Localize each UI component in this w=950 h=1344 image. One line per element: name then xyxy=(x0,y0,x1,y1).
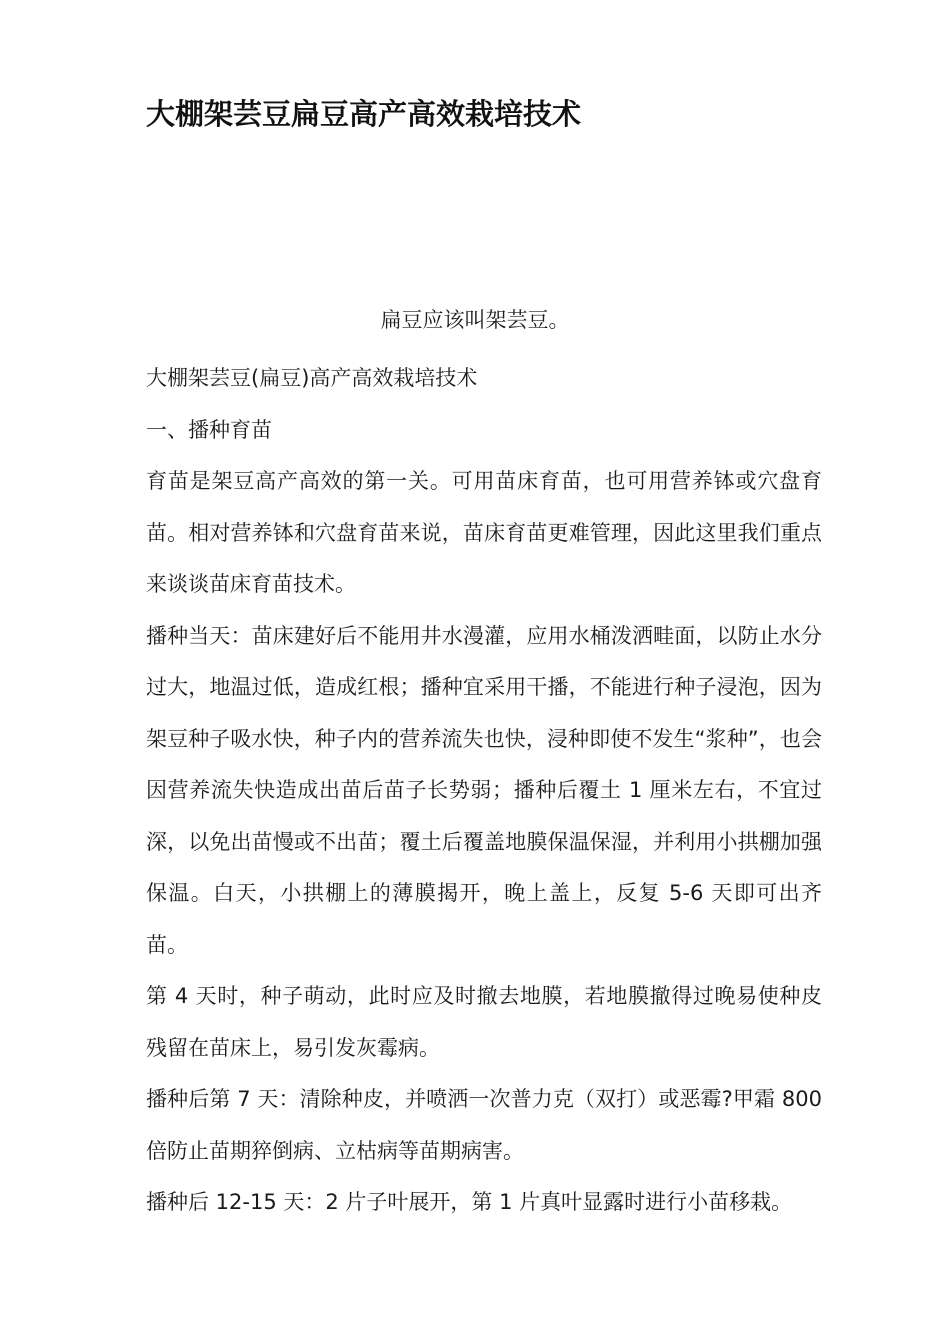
paragraph-seedling-intro: 育苗是架豆高产高效的第一关。可用苗床育苗，也可用营养钵或穴盘育苗。相对营养钵和穴盘育苗来说，苗床育苗更难管理，因此这里我们重点来谈谈苗床育苗技术。 xyxy=(146,469,822,596)
paragraph-day-12-15: 播种后 12-15 天：2 片子叶展开，第 1 片真叶显露时进行小苗移栽。 xyxy=(146,1190,793,1214)
paragraph-day-7: 播种后第 7 天：清除种皮，并喷洒一次普力克（双打）或恶霉?甲霜 800 倍防止苗期猝倒病、立枯病等苗期病害。 xyxy=(146,1087,822,1163)
document-title: 大棚架芸豆扁豆高产高效栽培技术 xyxy=(146,97,582,131)
section-subtitle: 大棚架芸豆(扁豆)高产高效栽培技术 xyxy=(146,366,478,390)
paragraph-sowing-day: 播种当天：苗床建好后不能用井水漫灌，应用水桶泼洒畦面，以防止水分过大，地温过低，造成红根；播种宜采用干播，不能进行种子浸泡，因为架豆种子吸水快，种子内的营养流失也快，浸种即使不发生“浆种”，也会因营养流失快造成出苗后苗子长势弱；播种后覆土 1 厘米左右，不宜过深，以免出苗慢或不出苗；覆土后覆盖地膜保温保湿，并利用小拱棚加强保温。白天，小拱棚上的薄膜揭开，晚上盖上，反复 5-6 天即可出齐苗。 xyxy=(146,623,822,957)
paragraph-day-4: 第 4 天时，种子萌动，此时应及时撤去地膜，若地膜撤得过晚易使种皮残留在苗床上，易引发灰霉病。 xyxy=(146,984,822,1060)
section-heading-sowing: 一、播种育苗 xyxy=(146,417,272,442)
document-body xyxy=(146,353,822,1229)
document-note: 扁豆应该叫架芸豆。 xyxy=(380,308,570,332)
